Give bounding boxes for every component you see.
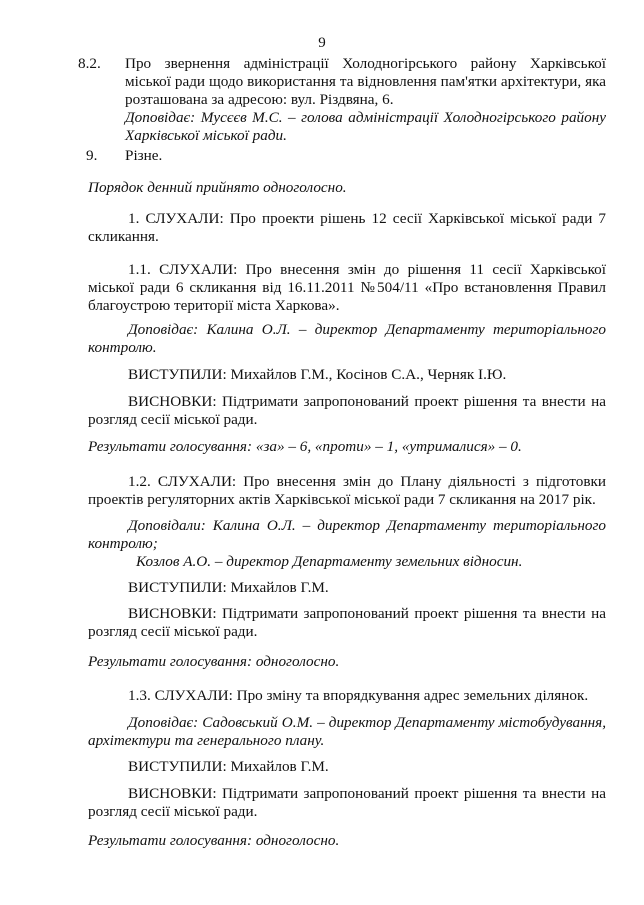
section-1-2-reporter-1: Доповідали: Калина О.Л. – директор Департаменту територіального контролю; — [88, 517, 606, 552]
section-1-3-spoke: ВИСТУПИЛИ: Михайлов Г.М. — [128, 758, 329, 775]
section-1-2-reporter-2: Козлов А.О. – директор Департаменту земельних відносин. — [136, 553, 523, 570]
agenda-item-number: 8.2. — [78, 55, 101, 72]
section-1-3-heard: 1.3. СЛУХАЛИ: Про зміну та впорядкування адрес земельних ділянок. — [128, 687, 589, 704]
section-1-1-spoke: ВИСТУПИЛИ: Михайлов Г.М., Косінов С.А., Черняк І.Ю. — [128, 366, 507, 383]
section-1-3-vote: Результати голосування: одноголосно. — [88, 832, 340, 849]
agenda-item-text: Різне. — [125, 147, 163, 164]
section-1-2-conclusions: ВИСНОВКИ: Підтримати запропонований проект рішення та внести на розгляд сесії міської ради. — [88, 605, 606, 640]
section-1-1-reporter: Доповідає: Калина О.Л. – директор Департаменту територіального контролю. — [88, 321, 606, 356]
agenda-item-text: Про звернення адміністрації Холодногірського району Харківської міської ради щодо використання та відновлення пам'ятки архітектури, яка розташована за адресою: вул. Різдвяна, 6. — [125, 55, 606, 108]
section-1-2-heard: 1.2. СЛУХАЛИ: Про внесення змін до Плану діяльності з підготовки проектів регуляторних актів Харківської міської ради 7 скликання на 2017 рік. — [88, 473, 606, 508]
section-1-3-reporter: Доповідає: Садовський О.М. – директор Департаменту містобудування, архітектури та генерального плану. — [88, 714, 606, 749]
section-1-1-conclusions: ВИСНОВКИ: Підтримати запропонований проект рішення та внести на розгляд сесії міської ради. — [88, 393, 606, 428]
section-1-1-vote: Результати голосування: «за» – 6, «проти» – 1, «утрималися» – 0. — [88, 438, 522, 455]
section-1-2-spoke: ВИСТУПИЛИ: Михайлов Г.М. — [128, 579, 329, 596]
section-1-2-vote: Результати голосування: одноголосно. — [88, 653, 340, 670]
agenda-item-8-2 — [78, 55, 606, 145]
section-1-3-conclusions: ВИСНОВКИ: Підтримати запропонований проект рішення та внести на розгляд сесії міської ради. — [88, 785, 606, 820]
agenda-item-9 — [88, 147, 606, 165]
section-1-heard: 1. СЛУХАЛИ: Про проекти рішень 12 сесії Харківської міської ради 7 скликання. — [88, 210, 606, 245]
agenda-item-number: 9. — [86, 147, 98, 164]
page-number: 9 — [318, 35, 326, 51]
section-1-1-heard: 1.1. СЛУХАЛИ: Про внесення змін до рішення 11 сесії Харківської міської ради 6 скликання від 16.11.2011 №504/11 «Про встановлення Правил благоустрою території міста Харкова». — [88, 261, 606, 314]
agenda-adopted-note: Порядок денний прийнято одноголосно. — [88, 179, 347, 196]
agenda-item-reporter: Доповідає: Мусєєв М.С. – голова адміністрації Холодногірського району Харківської міської ради. — [125, 109, 606, 144]
